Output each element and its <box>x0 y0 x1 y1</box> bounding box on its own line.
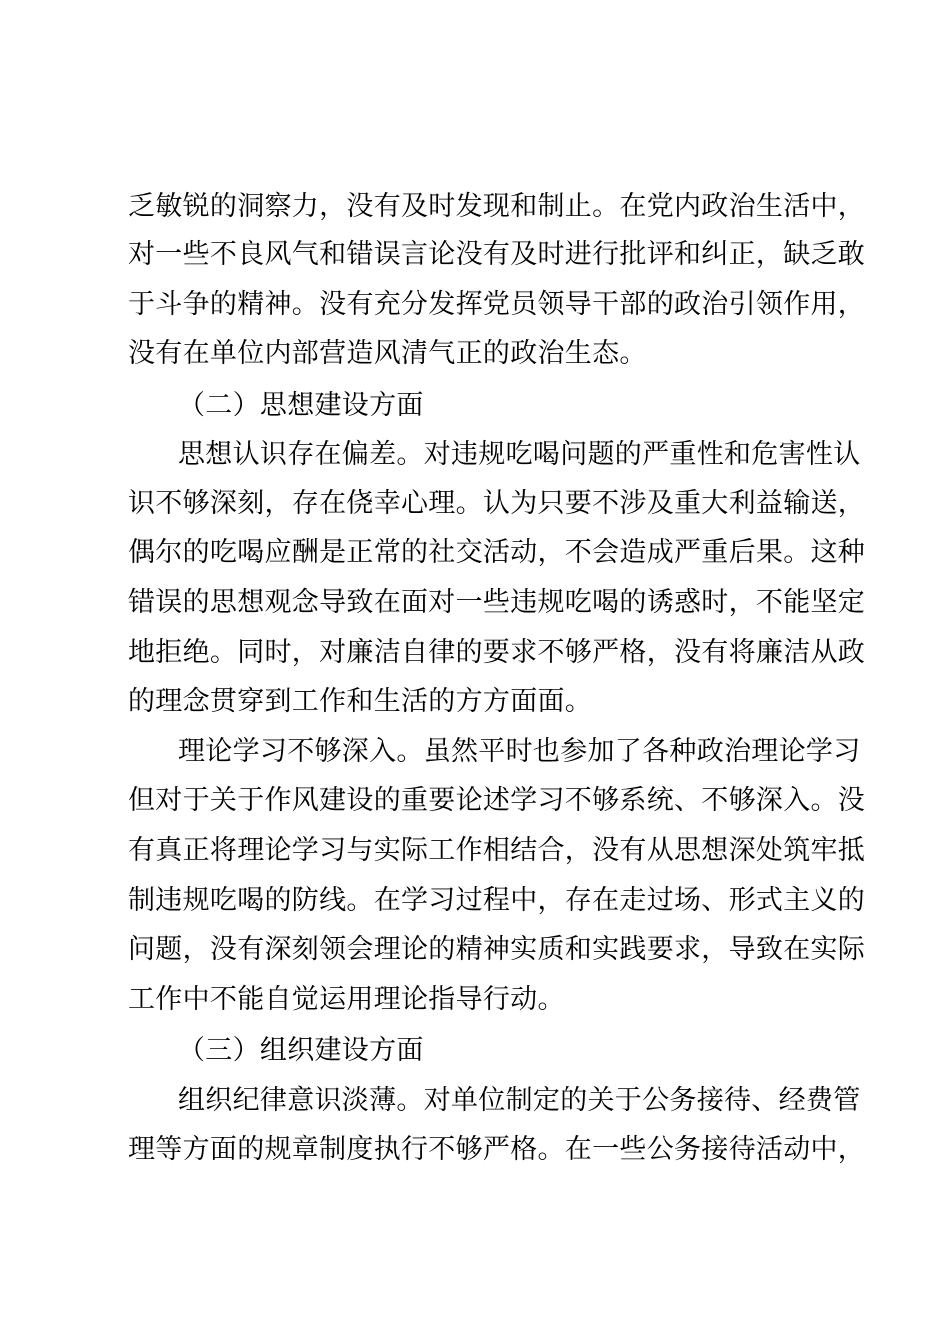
paragraph-line: 有真正将理论学习与实际工作相结合，没有从思想深处筑牢抵 <box>128 835 866 866</box>
paragraph-line: 但对于关于作风建设的重要论述学习不够系统、不够深入。没 <box>128 785 866 816</box>
paragraph-line: 没有在单位内部营造风清气正的政治生态。 <box>128 338 647 369</box>
paragraph-line: 对一些不良风气和错误言论没有及时进行批评和纠正，缺乏敢 <box>128 239 866 270</box>
section-heading-organization: （三）组织建设方面 <box>178 1035 424 1066</box>
paragraph-line: 乏敏锐的洞察力，没有及时发现和制止。在党内政治生活中， <box>128 191 866 222</box>
paragraph-line: 制违规吃喝的防线。在学习过程中，存在走过场、形式主义的 <box>128 885 866 916</box>
paragraph-line: 地拒绝。同时，对廉洁自律的要求不够严格，没有将廉洁从政 <box>128 637 866 668</box>
paragraph-line: 理论学习不够深入。虽然平时也参加了各种政治理论学习 <box>178 736 861 767</box>
paragraph-line: 于斗争的精神。没有充分发挥党员领导干部的政治引领作用， <box>128 289 866 320</box>
paragraph-line: 的理念贯穿到工作和生活的方方面面。 <box>128 686 593 717</box>
paragraph-line: 错误的思想观念导致在面对一些违规吃喝的诱惑时，不能坚定 <box>128 587 866 618</box>
paragraph-line: 工作中不能自觉运用理论指导行动。 <box>128 984 565 1015</box>
paragraph-line: 识不够深刻，存在侥幸心理。认为只要不涉及重大利益输送， <box>128 488 866 519</box>
paragraph-line: 问题，没有深刻领会理论的精神实质和实践要求，导致在实际 <box>128 934 866 965</box>
paragraph-line: 思想认识存在偏差。对违规吃喝问题的严重性和危害性认 <box>178 439 861 470</box>
paragraph-line: 偶尔的吃喝应酬是正常的社交活动，不会造成严重后果。这种 <box>128 537 866 568</box>
paragraph-line: 组织纪律意识淡薄。对单位制定的关于公务接待、经费管 <box>178 1085 861 1116</box>
paragraph-line: 理等方面的规章制度执行不够严格。在一些公务接待活动中， <box>128 1134 866 1165</box>
section-heading-ideology: （二）思想建设方面 <box>178 390 424 421</box>
